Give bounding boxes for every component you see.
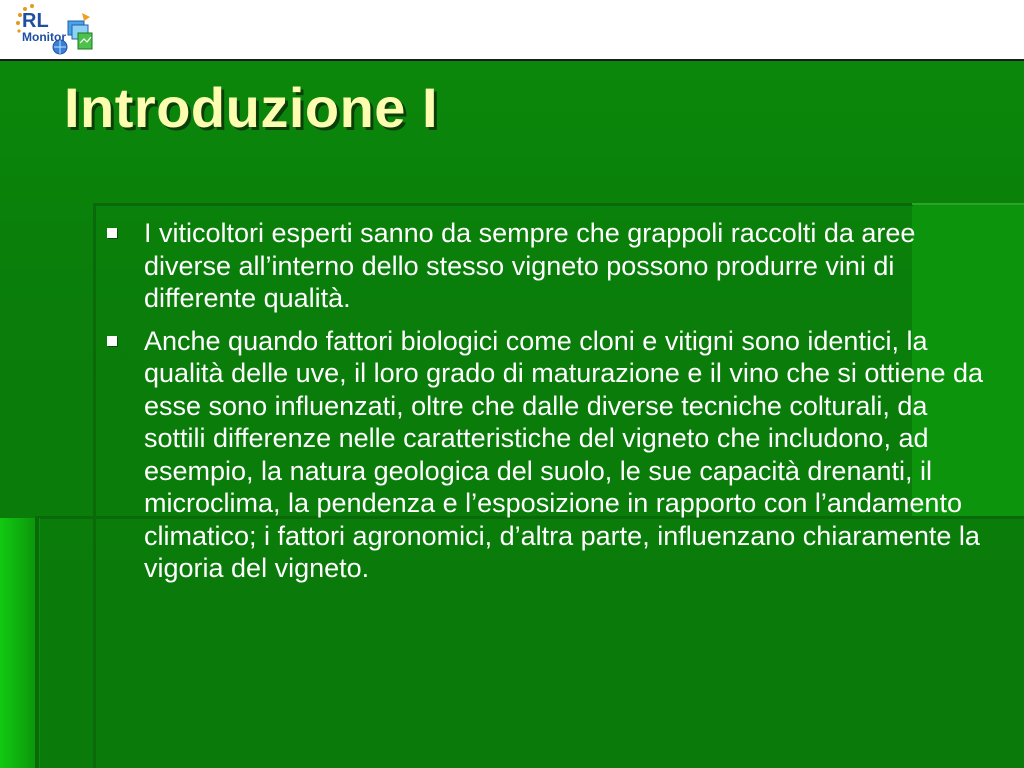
frame-line-strip-edge xyxy=(35,516,39,768)
bullet-text: I viticoltori esperti sanno da sempre che grappoli raccolti da aree diverse all’interno dello stesso vigneto possono produrre vini di differente qualità. xyxy=(144,218,916,313)
frame-line-top xyxy=(93,203,913,206)
decorative-strip-left xyxy=(0,518,40,768)
logo-text-monitor: Monitor xyxy=(22,30,66,44)
bullet-text: Anche quando fattori biologici come cloni e vitigni sono identici, la qualità delle uve, il loro grado di maturazione e il vino che si ottiene da esse sono influenzati, oltre che dalle diverse tecniche colturali, da sottili differenze nelle caratteristiche del vigneto che includono, ad esempio, la natura geologica del suolo, le sue capacità drenanti, il microclima, la pendenza e l’esposizione in rapporto con l’andamento climatico; i fattori agronomici, d’altra parte, influenzano chiaramente la vigoria del vigneto. xyxy=(144,325,984,583)
logo-text-rl: RL xyxy=(22,10,49,32)
square-bullet-icon xyxy=(107,336,117,346)
frame-line-left-vertical xyxy=(93,203,96,768)
square-bullet-icon xyxy=(107,228,117,238)
slide-title: Introduzione I xyxy=(64,76,439,139)
frame-line-top-light xyxy=(912,203,1024,205)
bullet-item xyxy=(104,325,984,585)
bullet-item xyxy=(104,217,984,315)
header-bar xyxy=(0,0,1024,61)
bullet-list xyxy=(104,217,984,595)
